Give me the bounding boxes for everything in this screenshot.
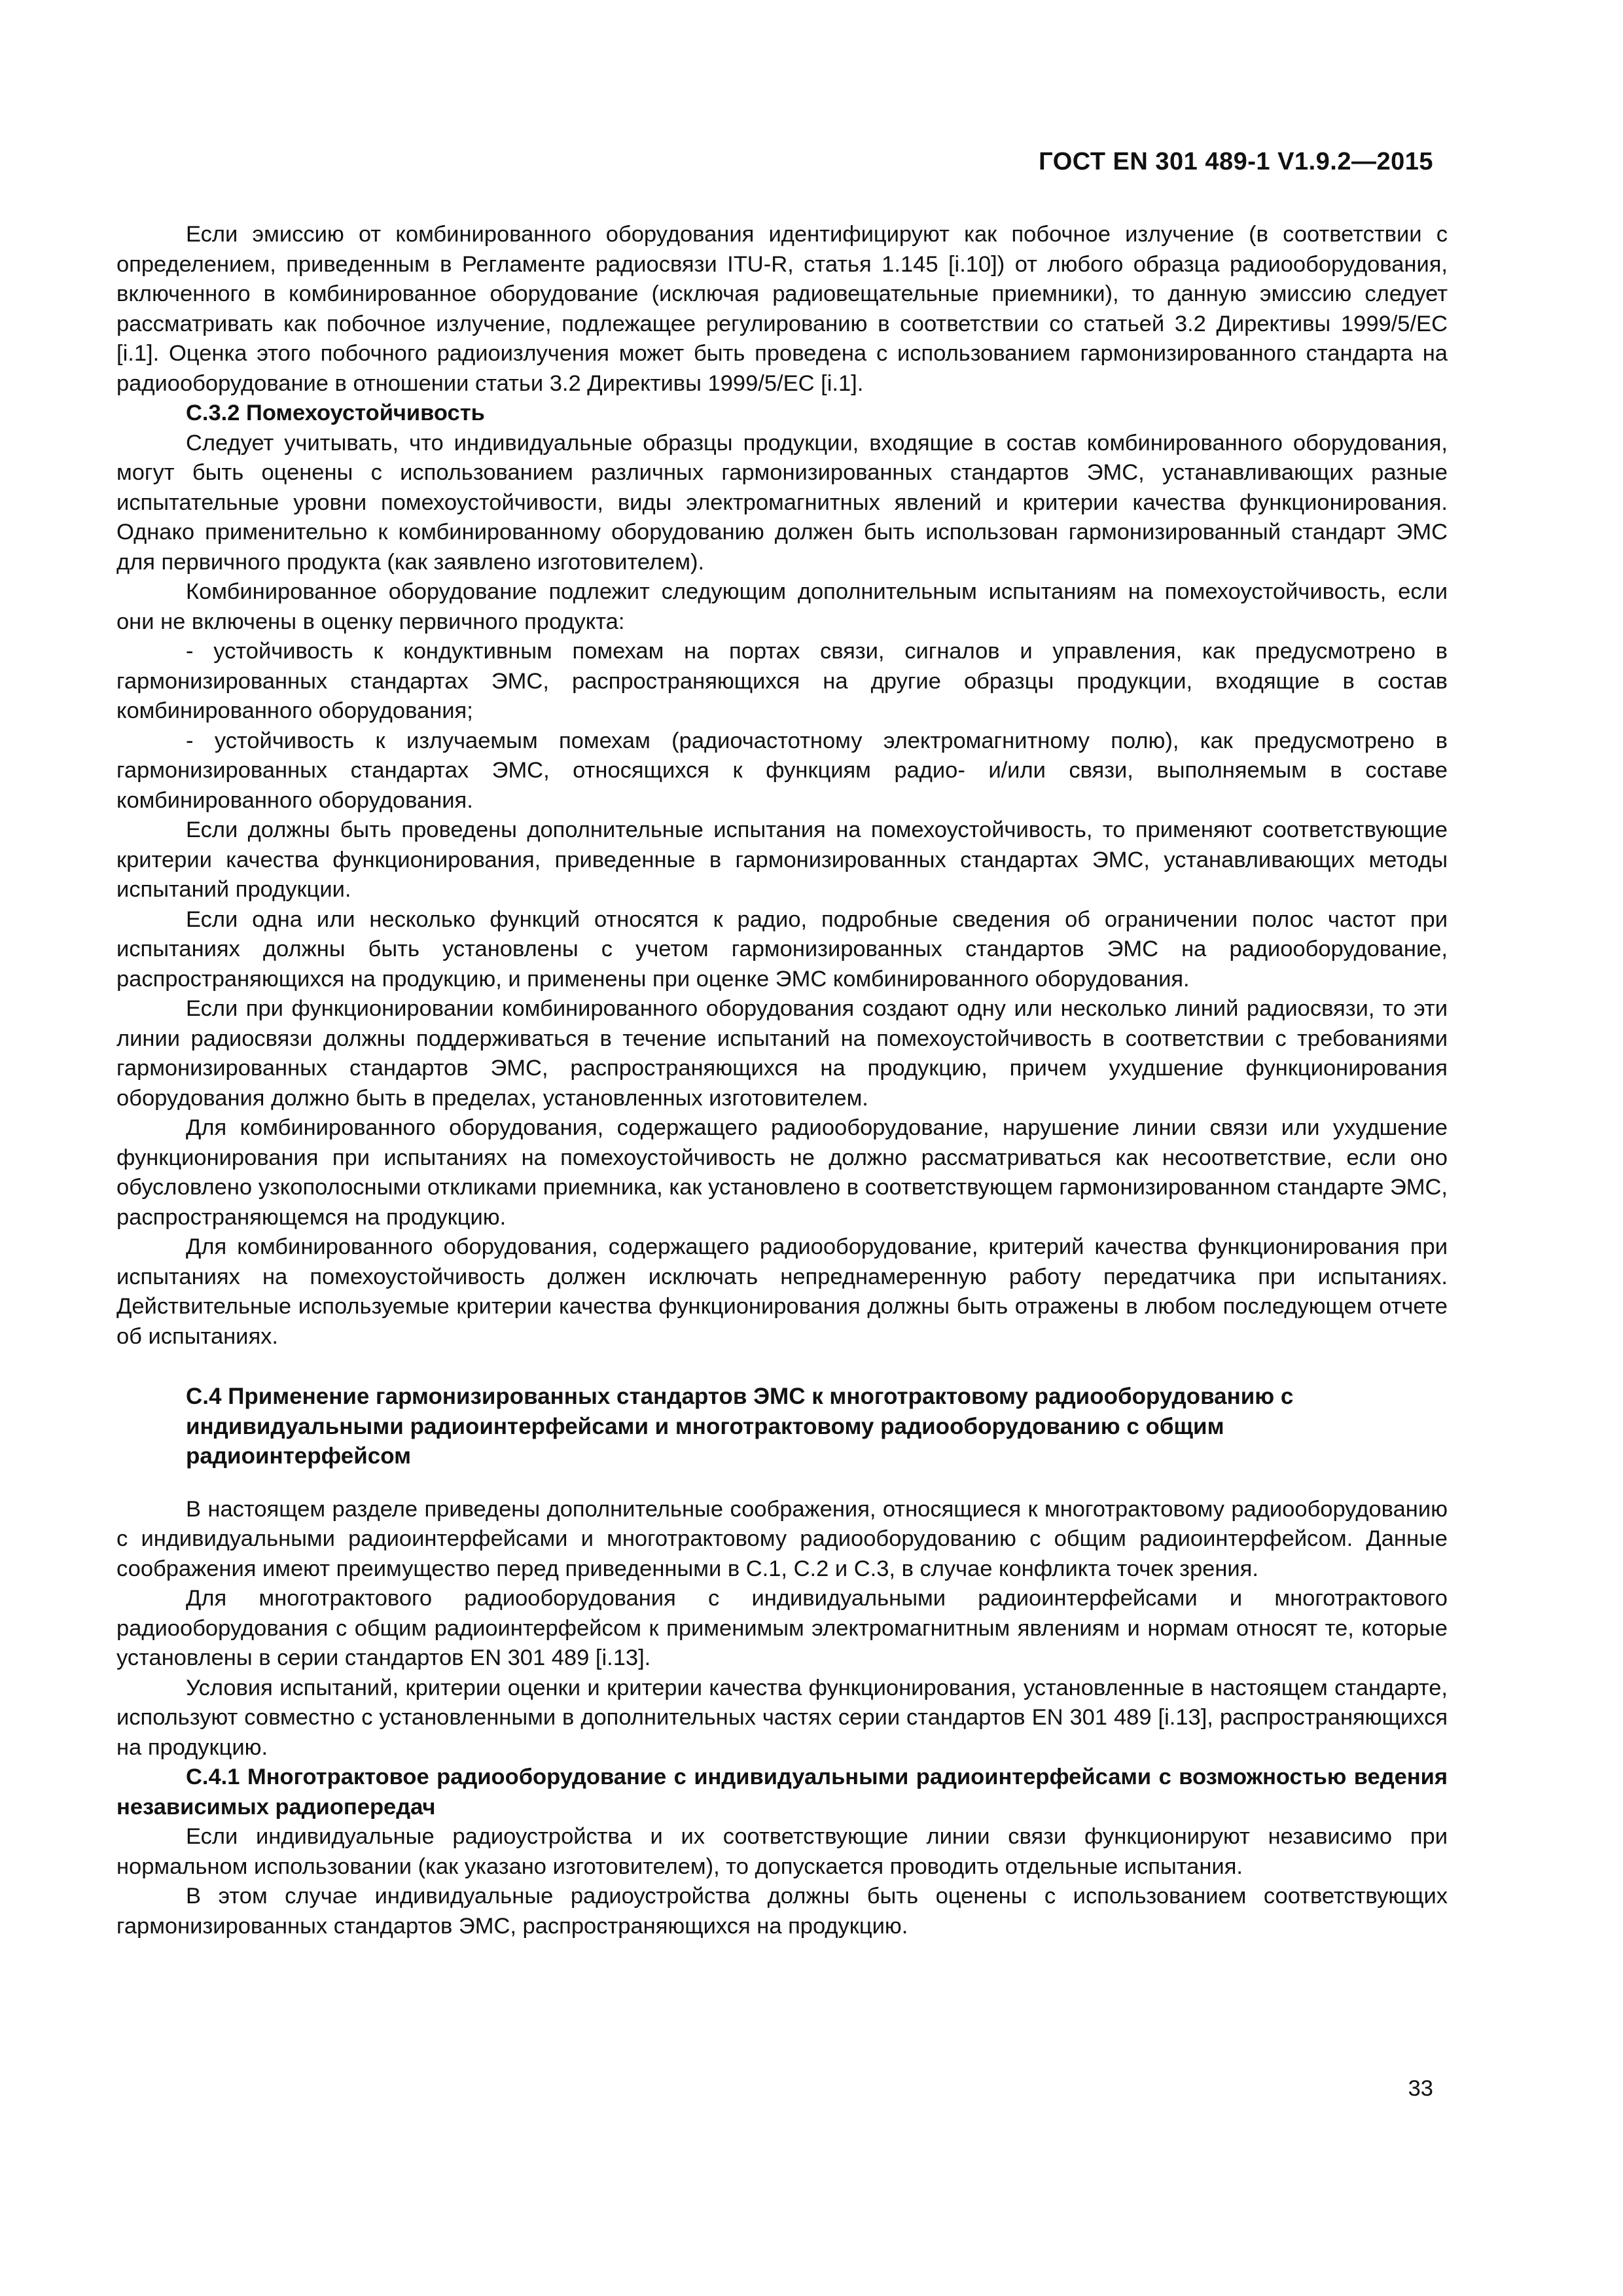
paragraph: Условия испытаний, критерии оценки и критерии качества функционирования, установленные в настоящем стандарте, используют совместно с установленными в дополнительных частях серии стандартов EN 301 489 [i.13], распространяющихся на продукцию.	[116, 1675, 1448, 1760]
section-heading-c-4-1: С.4.1 Многотрактовое радиооборудование с индивидуальными радиоинтерфейсами с возможностью ведения независимых радиопередач	[116, 1765, 1448, 1820]
paragraph: В этом случае индивидуальные радиоустройства должны быть оценены с использованием соответствующих гармонизированных стандартов ЭМС, распространяющихся на продукцию.	[116, 1884, 1448, 1939]
standard-designation: ГОСТ EN 301 489-1 V1.9.2—2015	[1039, 148, 1433, 175]
list-item: - устойчивость к кондуктивным помехам на портах связи, сигналов и управления, как предусмотрено в гармонизированных стандартах ЭМС, распространяющихся на другие образцы продукции, входящие в состав комбинированного оборудования;	[116, 639, 1448, 723]
paragraph: Если эмиссию от комбинированного оборудования идентифицируют как побочное излучение (в соответствии с определением, приведенным в Регламенте радиосвязи ITU-R, статья 1.145 [i.10]) от любого образца радиооборудования, включенного в комбинированное оборудование (исключая радиовещательные приемники), то данную эмиссию следует рассматривать как побочное излучение, подлежащее регулированию в соответствии со статьей 3.2 Директивы 1999/5/ЕС [i.1]. Оценка этого побочного радиоизлучения может быть проведена с использованием гармонизированного стандарта на радиооборудование в отношении статьи 3.2 Директивы 1999/5/ЕС [i.1].	[116, 222, 1448, 396]
document-body	[116, 220, 1448, 1941]
paragraph: Для комбинированного оборудования, содержащего радиооборудование, критерий качества функционирования при испытаниях на помехоустойчивость должен исключать непреднамеренную работу передатчика при испытаниях. Действительные используемые критерии качества функционирования должны быть отражены в любом последующем отчете об испытаниях.	[116, 1234, 1448, 1349]
paragraph: Если индивидуальные радиоустройства и их соответствующие линии связи функционируют независимо при нормальном использовании (как указано изготовителем), то допускается проводить отдельные испытания.	[116, 1824, 1448, 1879]
list-item: - устойчивость к излучаемым помехам (радиочастотному электромагнитному полю), как предусмотрено в гармонизированных стандартах ЭМС, относящихся к функциям радио- и/или связи, выполняемым в составе комбинированного оборудования.	[116, 728, 1448, 813]
paragraph: Если при функционировании комбинированного оборудования создают одну или несколько линий радиосвязи, то эти линии радиосвязи должны поддерживаться в течение испытаний на помехоустойчивость в соответствии с требованиями гармонизированных стандартов ЭМС, распространяющихся на продукцию, причем ухудшение функционирования оборудования должно быть в пределах, установленных изготовителем.	[116, 996, 1448, 1111]
paragraph: Следует учитывать, что индивидуальные образцы продукции, входящие в состав комбинированного оборудования, могут быть оценены с использованием различных гармонизированных стандартов ЭМС, устанавливающих разные испытательные уровни помехоустойчивости, виды электромагнитных явлений и критерии качества функционирования. Однако применительно к комбинированному оборудованию должен быть использован гармонизированный стандарт ЭМС для первичного продукта (как заявлено изготовителем).	[116, 430, 1448, 575]
paragraph: В настоящем разделе приведены дополнительные соображения, относящиеся к многотрактовому радиооборудованию с индивидуальными радиоинтерфейсами и многотрактовому радиооборудованию с общим радиоинтерфейсом. Данные соображения имеют преимущество перед приведенными в С.1, С.2 и С.3, в случае конфликта точек зрения.	[116, 1496, 1448, 1581]
paragraph: Если должны быть проведены дополнительные испытания на помехоустойчивость, то применяют соответствующие критерии качества функционирования, приведенные в гармонизированных стандартах ЭМС, устанавливающих методы испытаний продукции.	[116, 817, 1448, 902]
section-heading-c-4: С.4 Применение гармонизированных стандартов ЭМС к многотрактовому радиооборудованию с индивидуальными радиоинтерфейсами и многотрактовому радиооборудованию с общим радиоинтерфейсом	[186, 1384, 1294, 1469]
page-number: 33	[1408, 2076, 1433, 2101]
section-heading-c-3-2: С.3.2 Помехоустойчивость	[186, 401, 485, 425]
paragraph: Для многотрактового радиооборудования с индивидуальными радиоинтерфейсами и многотрактового радиооборудования с общим радиоинтерфейсом к применимым электромагнитным явлениям и нормам относят те, которые установлены в серии стандартов EN 301 489 [i.13].	[116, 1586, 1448, 1670]
paragraph: Комбинированное оборудование подлежит следующим дополнительным испытаниям на помехоустойчивость, если они не включены в оценку первичного продукта:	[116, 579, 1448, 634]
paragraph: Если одна или несколько функций относятся к радио, подробные сведения об ограничении полос частот при испытаниях должны быть установлены с учетом гармонизированных стандартов ЭМС на радиооборудование, распространяющихся на продукцию, и применены при оценке ЭМС комбинированного оборудования.	[116, 906, 1448, 992]
paragraph: Для комбинированного оборудования, содержащего радиооборудование, нарушение линии связи или ухудшение функционирования при испытаниях на помехоустойчивость не должно рассматриваться как несоответствие, если оно обусловлено узкополосными откликами приемника, как установлено в соответствующем гармонизированном стандарте ЭМС, распространяющемся на продукцию.	[116, 1115, 1448, 1230]
